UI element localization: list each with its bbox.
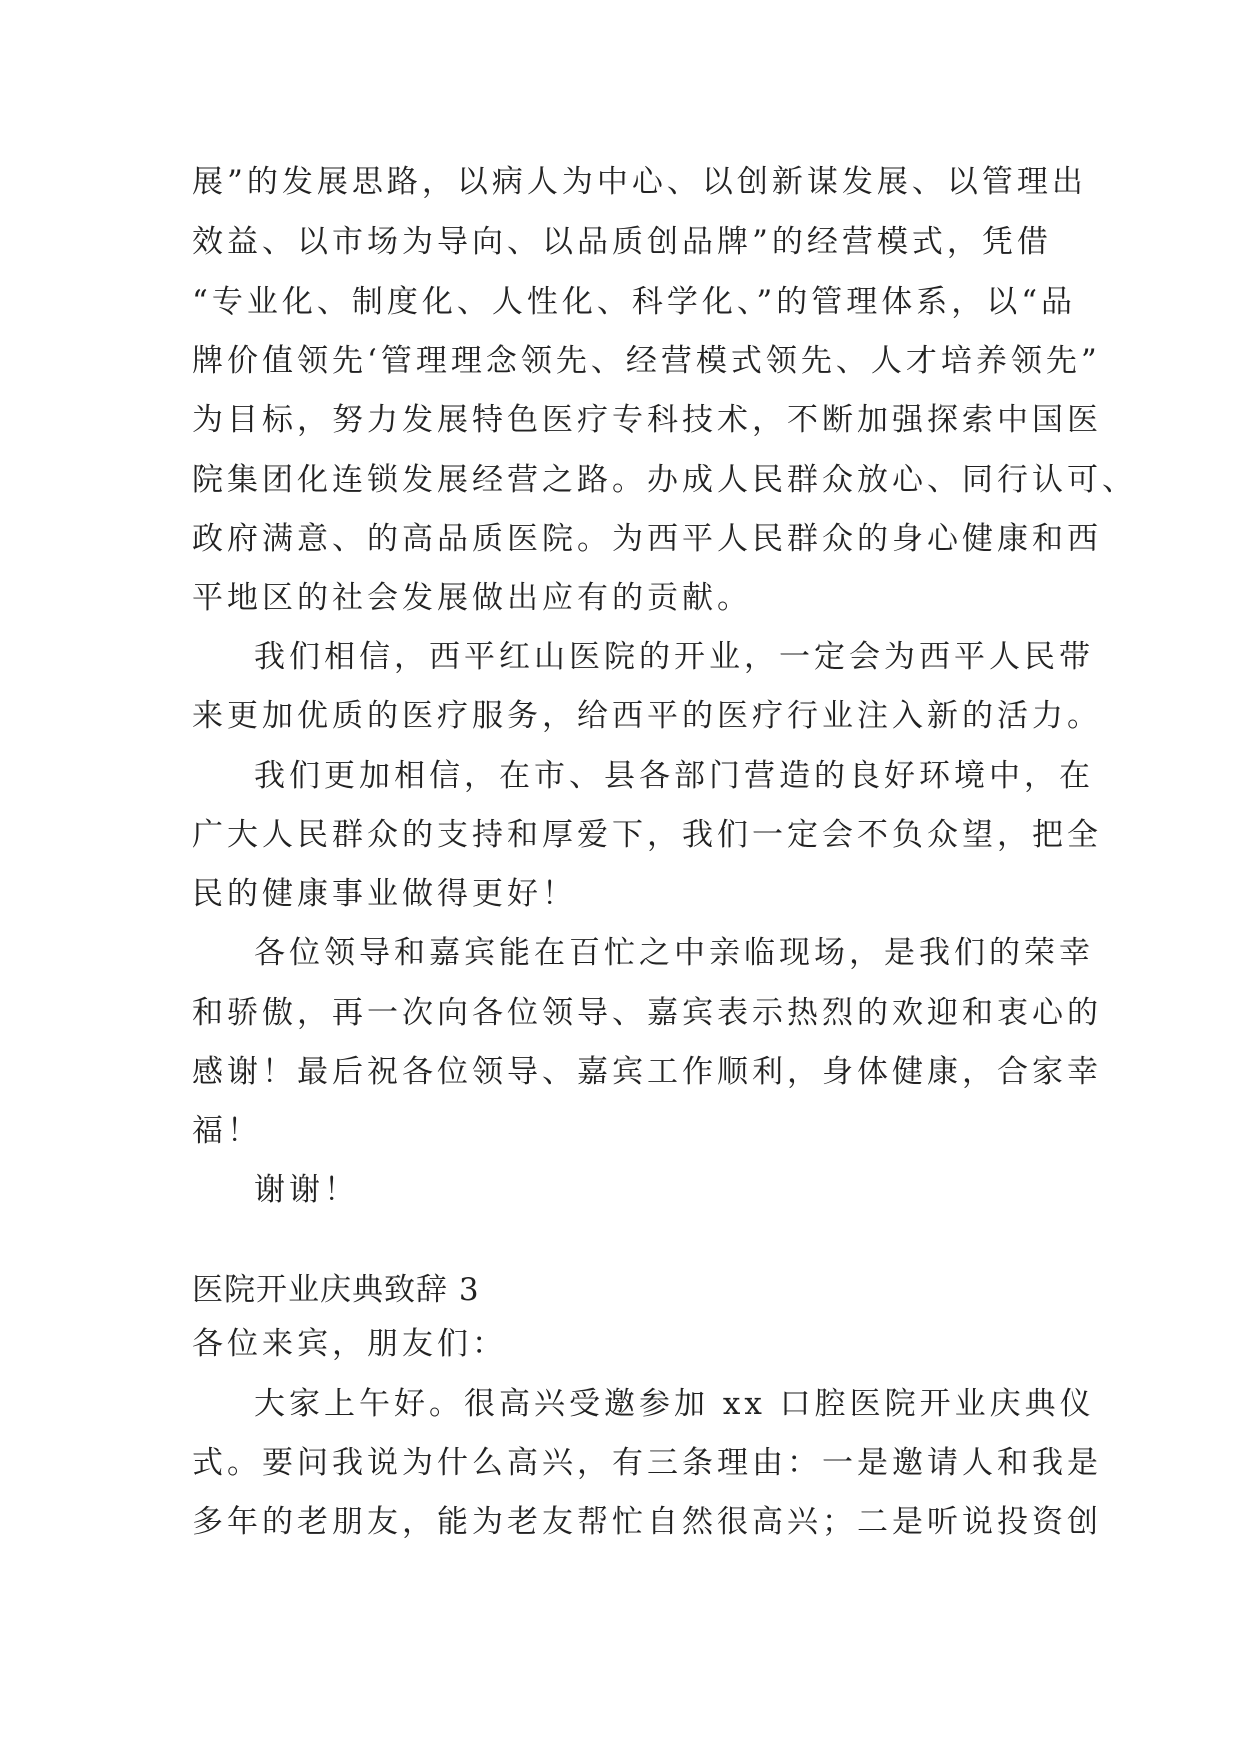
text-line: 福！ xyxy=(192,1113,262,1149)
paragraph-start-line: 大家上午好。很高兴受邀参加 xx 口腔医院开业庆典仪 xyxy=(254,1386,1095,1422)
text-line: 多年的老朋友，能为老友帮忙自然很高兴；二是听说投资创 xyxy=(192,1504,1102,1540)
text-line: 展”的发展思路，以病人为中心、以创新谋发展、以管理出 xyxy=(192,164,1087,200)
paragraph-start-line: 各位领导和嘉宾能在百忙之中亲临现场，是我们的荣幸 xyxy=(254,935,1094,971)
text-line: 为目标，努力发展特色医疗专科技术，不断加强探索中国医 xyxy=(192,402,1102,438)
text-line: 院集团化连锁发展经营之路。办成人民群众放心、同行认可、 xyxy=(192,462,1137,498)
paragraph-start-line: 我们更加相信，在市、县各部门营造的良好环境中，在 xyxy=(254,758,1094,794)
text-line: 效益、以市场为导向、以品质创品牌”的经营模式，凭借 xyxy=(192,224,1052,260)
text-line: 平地区的社会发展做出应有的贡献。 xyxy=(192,580,752,616)
paragraph-start-line: 我们相信，西平红山医院的开业，一定会为西平人民带 xyxy=(254,639,1094,675)
text-line: 感谢！最后祝各位领导、嘉宾工作顺利，身体健康，合家幸 xyxy=(192,1054,1102,1090)
text-line: 来更加优质的医疗服务，给西平的医疗行业注入新的活力。 xyxy=(192,698,1102,734)
salutation-line: 各位来宾，朋友们： xyxy=(192,1326,507,1362)
closing-line: 谢谢！ xyxy=(254,1172,359,1208)
text-line: 式。要问我说为什么高兴，有三条理由：一是邀请人和我是 xyxy=(192,1445,1102,1481)
text-line: 政府满意、的高品质医院。为西平人民群众的身心健康和西 xyxy=(192,521,1102,557)
text-line: 民的健康事业做得更好！ xyxy=(192,876,577,912)
text-line: 和骄傲，再一次向各位领导、嘉宾表示热烈的欢迎和衷心的 xyxy=(192,995,1102,1031)
text-line: “专业化、制度化、人性化、科学化、”的管理体系，以“品 xyxy=(192,284,1077,320)
section-title: 医院开业庆典致辞 3 xyxy=(192,1272,480,1308)
text-line: 广大人民群众的支持和厚爱下，我们一定会不负众望，把全 xyxy=(192,817,1102,853)
text-line: 牌价值领先‘管理理念领先、经营模式领先、人才培养领先” xyxy=(192,343,1101,379)
